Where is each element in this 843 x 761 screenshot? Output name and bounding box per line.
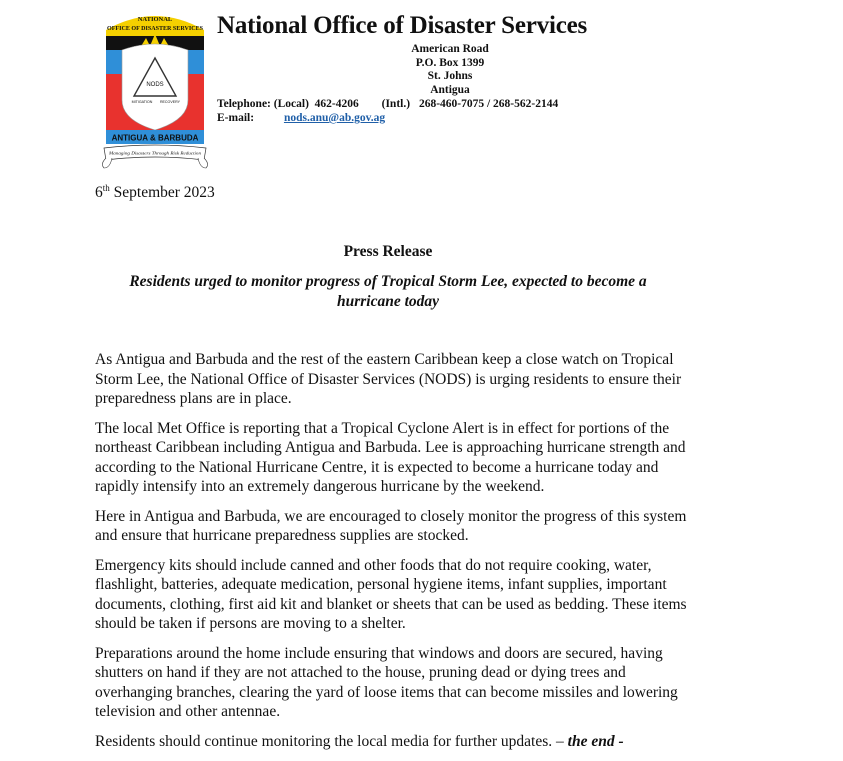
closing-paragraph (95, 732, 695, 752)
telephone-label: Telephone: (217, 98, 271, 110)
address-line: P.O. Box 1399 (415, 56, 485, 69)
date-day: 6 (95, 184, 103, 201)
logo-banner-text: ANTIGUA & BARBUDA (111, 133, 199, 143)
logo-top-text-1: NATIONAL (137, 16, 173, 23)
body-paragraph: The local Met Office is reporting that a Tropical Cyclone Alert is in effect for portions of the northeast Caribbean including Antigua and Barbuda. Lee is approaching hurricane strength and according to the National Hurricane Centre, it is expected to become a hurricane today and rapidly intensify into an extremely dangerous hurricane by the weekend. (95, 419, 686, 495)
press-release-body (95, 350, 695, 761)
date-suffix: th (102, 183, 110, 193)
intl-numbers: 268-460-7075 / 268-562-2144 (418, 98, 559, 110)
logo-top-text-2: OFFICE OF DISASTER SERVICES (107, 25, 204, 32)
contact-block (217, 97, 558, 125)
logo-center-text: NODS (146, 82, 164, 88)
intl-label: (Intl.) (381, 98, 411, 110)
nods-logo (100, 8, 210, 170)
organization-name: National Office of Disaster Services (217, 12, 588, 39)
address-line: American Road (411, 43, 489, 55)
email-link[interactable]: nods.anu@ab.gov.ag (283, 112, 386, 124)
address-line: Antigua (430, 83, 470, 96)
press-release-title: Press Release (343, 243, 433, 260)
address-line: St. Johns (427, 70, 473, 83)
the-end-marker: the end - (567, 732, 624, 750)
local-number: 462-4206 (314, 98, 359, 110)
body-paragraph: As Antigua and Barbuda and the rest of the eastern Caribbean keep a close watch on Tropical Storm Lee, the National Office of Disaster Services (NODS) is urging residents to ensure their preparedness plans are in place. (95, 351, 682, 407)
logo-scroll-text: Managing Disasters Through Risk Reduction (107, 150, 201, 156)
logo-bottom-right-text: RECOVERY (159, 100, 181, 104)
address-block (390, 43, 510, 97)
release-date (95, 184, 215, 202)
body-paragraph: Emergency kits should include canned and other foods that do not require cooking, water, flashlight, batteries, adequate medication, personal hygiene items, infant supplies, important documents, clothing, first aid kit and blanket or sheets that can be used as bedding. These items should be taken if persons are moving to a shelter. (95, 556, 687, 632)
closing-text: Residents should continue monitoring the local media for further updates. – (95, 732, 568, 750)
press-release-headline: Residents urged to monitor progress of Tropical Storm Lee, expected to become a hurricane today (129, 273, 647, 310)
local-label: (Local) (273, 98, 309, 110)
email-row (217, 111, 558, 125)
email-label: E-mail: (217, 112, 255, 124)
logo-bottom-left-text: MITIGATION (131, 100, 153, 104)
body-paragraph: Preparations around the home include ensuring that windows and doors are secured, having shutters on hand if they are not attached to the house, pruning dead or dying trees and overhanging branches, clearing the yard of loose items that can become missiles and lowering television and other antennae. (95, 644, 678, 720)
telephone-row (217, 97, 558, 111)
date-rest: September 2023 (109, 184, 215, 201)
body-paragraph: Here in Antigua and Barbuda, we are encouraged to closely monitor the progress of this system and ensure that hurricane preparedness supplies are stocked. (95, 507, 687, 544)
